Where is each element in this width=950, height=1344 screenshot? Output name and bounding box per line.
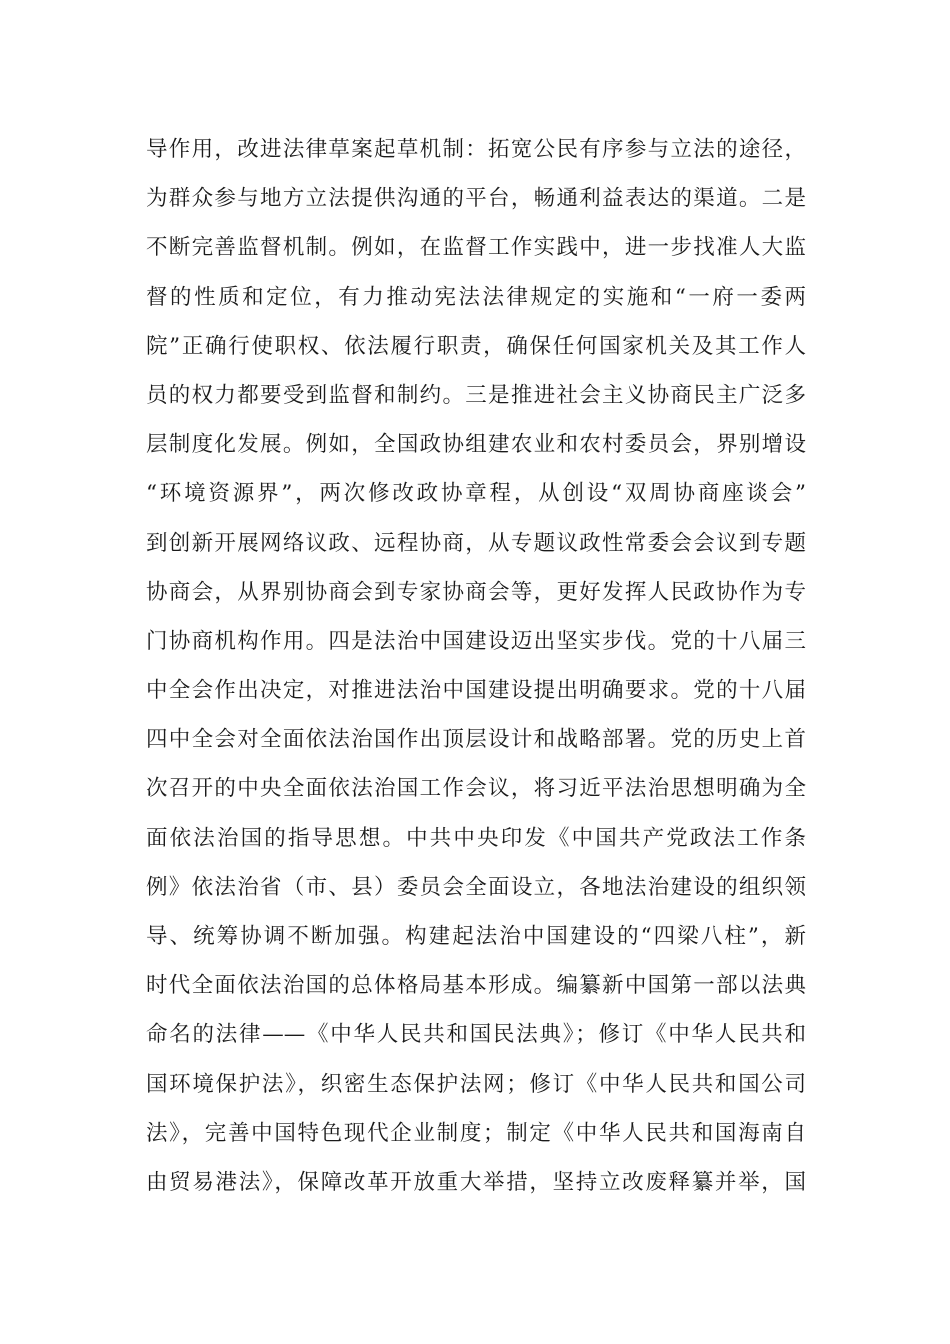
text-line: 四中全会对全面依法治国作出顶层设计和战略部署。党的历史上首	[146, 727, 806, 753]
text-line: 导、统筹协调不断加强。构建起法治中国建设的“四梁八柱”，新	[146, 924, 806, 949]
text-line: 协商会，从界别协商会到专家协商会等，更好发挥人民政协作为专	[146, 579, 806, 605]
text-line: 面依法治国的指导思想。中共中央印发《中国共产党政法工作条	[146, 825, 806, 851]
text-line: 不断完善监督机制。例如，在监督工作实践中，进一步找准人大监	[146, 235, 806, 261]
text-line: 导作用，改进法律草案起草机制：拓宽公民有序参与立法的途径，	[146, 137, 806, 162]
text-line: 命名的法律——《中华人民共和国民法典》；修订《中华人民共和	[146, 1022, 806, 1048]
text-line: 国环境保护法》，织密生态保护法网；修订《中华人民共和国公司	[146, 1071, 806, 1097]
text-line: 门协商机构作用。四是法治中国建设迈出坚实步伐。党的十八届三	[146, 628, 806, 654]
text-line: 层制度化发展。例如，全国政协组建农业和农村委员会，界别增设	[146, 432, 806, 458]
text-line: 次召开的中央全面依法治国工作会议，将习近平法治思想明确为全	[146, 776, 806, 802]
text-line: “环境资源界”，两次修改政协章程，从创设“双周协商座谈会”	[146, 481, 806, 507]
text-line: 时代全面依法治国的总体格局基本形成。编纂新中国第一部以法典	[146, 973, 806, 999]
text-line: 督的性质和定位，有力推动宪法法律规定的实施和“一府一委两	[146, 284, 806, 310]
body-text	[146, 125, 806, 1207]
text-line: 员的权力都要受到监督和制约。三是推进社会主义协商民主广泛多	[146, 382, 806, 408]
text-line: 由贸易港法》，保障改革开放重大举措，坚持立改废释纂并举，国	[146, 1169, 806, 1195]
text-line: 例》依法治省（市、县）委员会全面设立，各地法治建设的组织领	[146, 874, 806, 900]
text-line: 到创新开展网络议政、远程协商，从专题议政性常委会会议到专题	[146, 530, 806, 556]
text-line: 院”正确行使职权、依法履行职责，确保任何国家机关及其工作人	[146, 333, 806, 359]
text-line: 中全会作出决定，对推进法治中国建设提出明确要求。党的十八届	[146, 678, 806, 704]
text-line: 法》，完善中国特色现代企业制度；制定《中华人民共和国海南自	[146, 1120, 806, 1146]
text-line: 为群众参与地方立法提供沟通的平台，畅通利益表达的渠道。二是	[146, 186, 806, 212]
